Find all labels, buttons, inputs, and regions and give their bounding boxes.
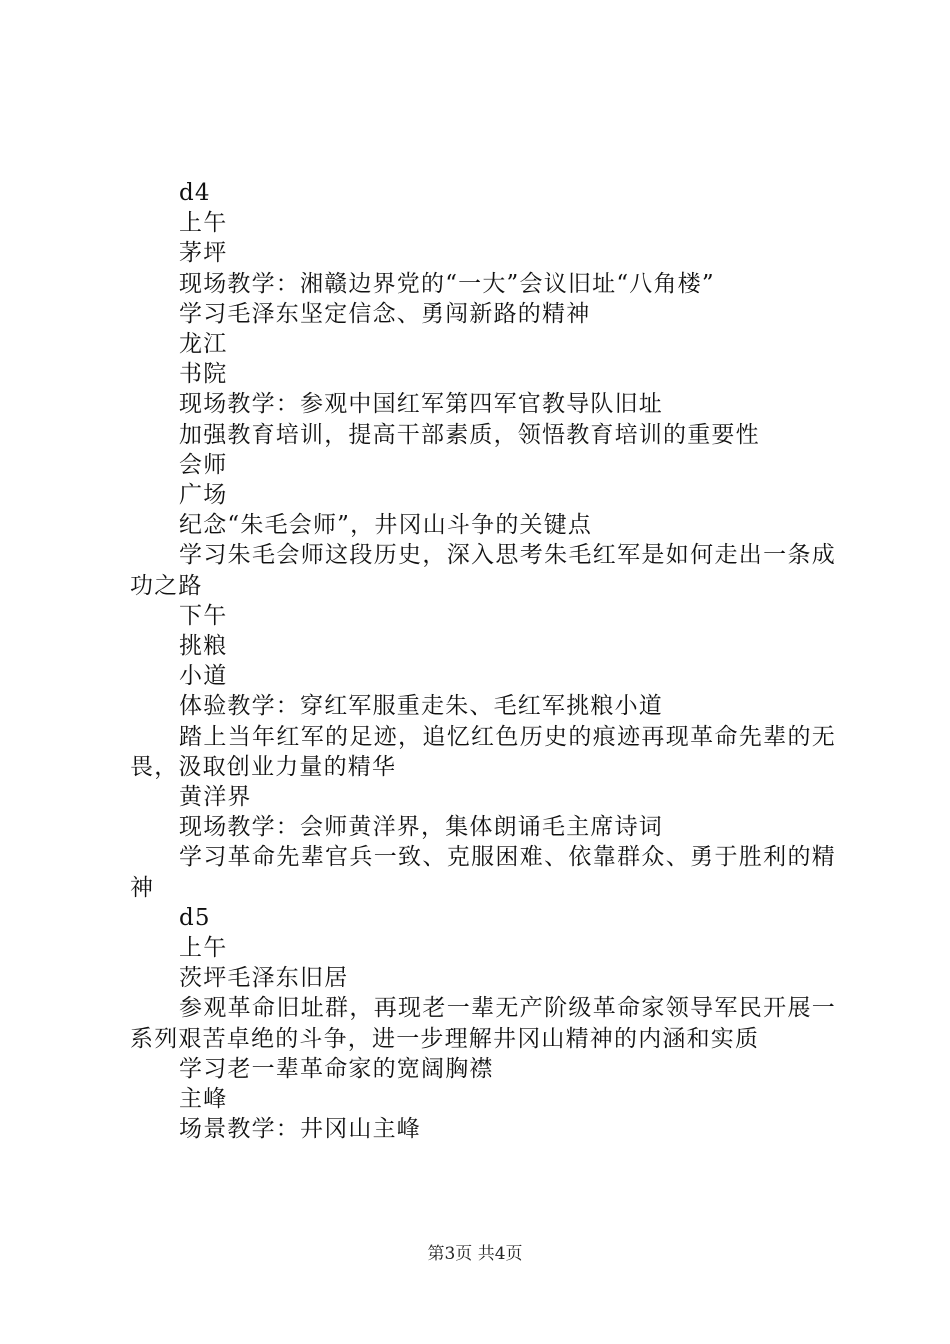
paragraph: 茅坪 <box>179 240 228 267</box>
paragraph: 会师 <box>179 451 228 478</box>
paragraph: 现场教学：参观中国红军第四军官教导队旧址 <box>179 391 663 418</box>
paragraph: 纪念“朱毛会师”，井冈山斗争的关键点 <box>179 512 593 539</box>
paragraph: 上午 <box>179 935 228 962</box>
paragraph: d4 <box>179 180 211 206</box>
paragraph: 学习革命先辈官兵一致、克服困难、依靠群众、勇于胜利的精神 <box>130 844 836 901</box>
paragraph: 龙江 <box>179 331 228 358</box>
paragraph: 现场教学：会师黄洋界，集体朗诵毛主席诗词 <box>179 814 663 841</box>
paragraph: 挑粮 <box>179 633 228 660</box>
paragraph: 学习朱毛会师这段历史，深入思考朱毛红军是如何走出一条成功之路 <box>130 542 836 599</box>
paragraph: 现场教学：湘赣边界党的“一大”会议旧址“八角楼” <box>179 270 715 297</box>
paragraph: 上午 <box>179 210 228 237</box>
paragraph: d5 <box>179 904 211 931</box>
paragraph: 下午 <box>179 602 228 629</box>
paragraph: 学习毛泽东坚定信念、勇闯新路的精神 <box>179 300 591 327</box>
paragraph: 黄洋界 <box>179 784 252 811</box>
paragraph: 场景教学：井冈山主峰 <box>179 1116 421 1143</box>
paragraph: 学习老一辈革命家的宽阔胸襟 <box>179 1055 494 1082</box>
paragraph: 茨坪毛泽东旧居 <box>179 965 349 992</box>
page-footer <box>0 1244 950 1264</box>
paragraph: 书院 <box>179 361 228 388</box>
paragraph: 主峰 <box>179 1086 228 1113</box>
page-number-label: 第3页 共4页 <box>427 1244 523 1264</box>
paragraph: 加强教育培训，提高干部素质，领悟教育培训的重要性 <box>179 421 760 448</box>
document-body <box>130 178 836 1145</box>
paragraph: 踏上当年红军的足迹，追忆红色历史的痕迹再现革命先辈的无畏，汲取创业力量的精华 <box>130 723 836 780</box>
paragraph: 广场 <box>179 482 228 509</box>
paragraph: 小道 <box>179 663 228 690</box>
paragraph: 体验教学：穿红军服重走朱、毛红军挑粮小道 <box>179 693 663 720</box>
paragraph: 参观革命旧址群，再现老一辈无产阶级革命家领导军民开展一系列艰苦卓绝的斗争，进一步理解井冈山精神的内涵和实质 <box>130 995 836 1052</box>
